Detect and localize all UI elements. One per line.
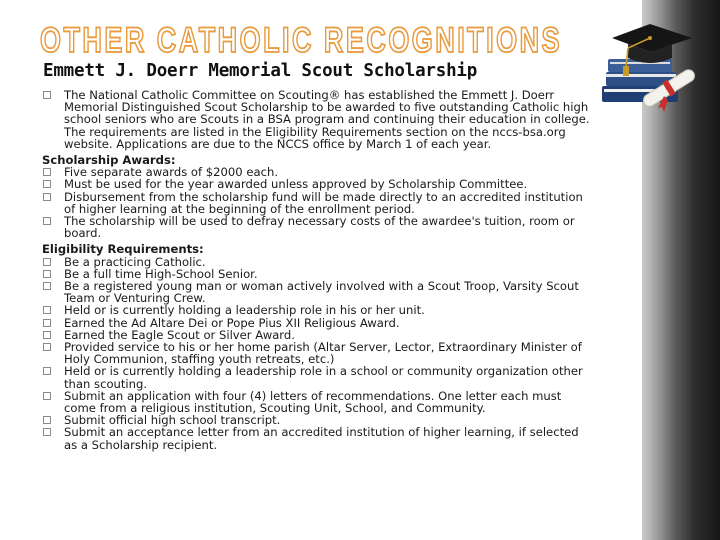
list-item-text: The scholarship will be used to defray necessary costs of the awardee's tuition, room or board. xyxy=(64,214,575,241)
checkbox-bullet-icon xyxy=(43,392,51,400)
list-item-text: Five separate awards of $2000 each. xyxy=(64,165,279,180)
list-item-text: Earned the Eagle Scout or Silver Award. xyxy=(64,327,295,342)
checkbox-bullet-icon xyxy=(43,331,51,339)
list-item-text: Provided service to his or her home parish (Altar Server, Lector, Extraordinary Minister of Holy Communion, staffing youth retreats, etc.) xyxy=(64,340,582,367)
list-item-text: Disbursement from the scholarship fund will be made directly to an accredited institution of higher learning at the beginning of the enrollment period. xyxy=(64,189,583,216)
eligibility-heading: Eligibility Requirements: xyxy=(42,242,204,257)
graduation-cap-books-diploma-icon xyxy=(588,4,716,122)
page-title-text: OTHER CATHOLIC RECOGNITIONS xyxy=(40,21,562,60)
checkbox-bullet-icon xyxy=(43,91,51,99)
awards-heading: Scholarship Awards: xyxy=(42,153,176,168)
checkbox-bullet-icon xyxy=(43,168,51,176)
list-item-text: Held or is currently holding a leadership role in his or her unit. xyxy=(64,303,425,318)
checkbox-bullet-icon xyxy=(43,193,51,201)
list-item xyxy=(42,341,595,365)
list-item xyxy=(42,215,595,239)
list-item-text: Be a practicing Catholic. xyxy=(64,254,206,269)
list-item xyxy=(42,191,595,215)
checkbox-bullet-icon xyxy=(43,428,51,436)
scholarship-subtitle: Emmett J. Doerr Memorial Scout Scholarship xyxy=(43,61,478,81)
list-item xyxy=(42,365,595,389)
list-item xyxy=(42,390,595,414)
page-title xyxy=(40,14,570,60)
list-item-text: Earned the Ad Altare Dei or Pope Pius XII Religious Award. xyxy=(64,315,400,330)
list-item-text: Be a full time High-School Senior. xyxy=(64,266,258,281)
checkbox-bullet-icon xyxy=(43,343,51,351)
checkbox-bullet-icon xyxy=(43,282,51,290)
checkbox-bullet-icon xyxy=(43,319,51,327)
list-item xyxy=(42,426,595,450)
list-item xyxy=(42,280,595,304)
checkbox-bullet-icon xyxy=(43,306,51,314)
checkbox-bullet-icon xyxy=(43,180,51,188)
checkbox-bullet-icon xyxy=(43,258,51,266)
list-item-text: Submit an acceptance letter from an accredited institution of higher learning, if selected as a Scholarship recipient. xyxy=(64,425,579,452)
list-item-text: Submit official high school transcript. xyxy=(64,413,281,428)
checkbox-bullet-icon xyxy=(43,416,51,424)
intro-paragraph xyxy=(42,89,595,150)
checkbox-bullet-icon xyxy=(43,270,51,278)
list-item-text: Submit an application with four (4) letters of recommendations. One letter each must come from a religious institution, Scouting Unit, School, and Community. xyxy=(64,388,562,416)
checkbox-bullet-icon xyxy=(43,217,51,225)
intro-text: The National Catholic Committee on Scouting® has established the Emmett J. Doerr Memorial Distinguished Scout Scholarship to be awarded to five outstanding Catholic high school seniors who are Scouts in a BSA program and continuing their education in college. The requirements are listed in the Eligibility Requirements section on the nccs-bsa.org website. Applications are due to the NCCS office by March 1 of each year. xyxy=(64,88,590,151)
checkbox-bullet-icon xyxy=(43,367,51,375)
list-item-text: Be a registered young man or woman actively involved with a Scout Troop, Varsity Scout Team or Venturing Crew. xyxy=(64,279,579,306)
content-body xyxy=(42,89,595,451)
list-item-text: Held or is currently holding a leadership role in a school or community organization other than scouting. xyxy=(64,364,583,391)
list-item-text: Must be used for the year awarded unless approved by Scholarship Committee. xyxy=(64,177,528,192)
